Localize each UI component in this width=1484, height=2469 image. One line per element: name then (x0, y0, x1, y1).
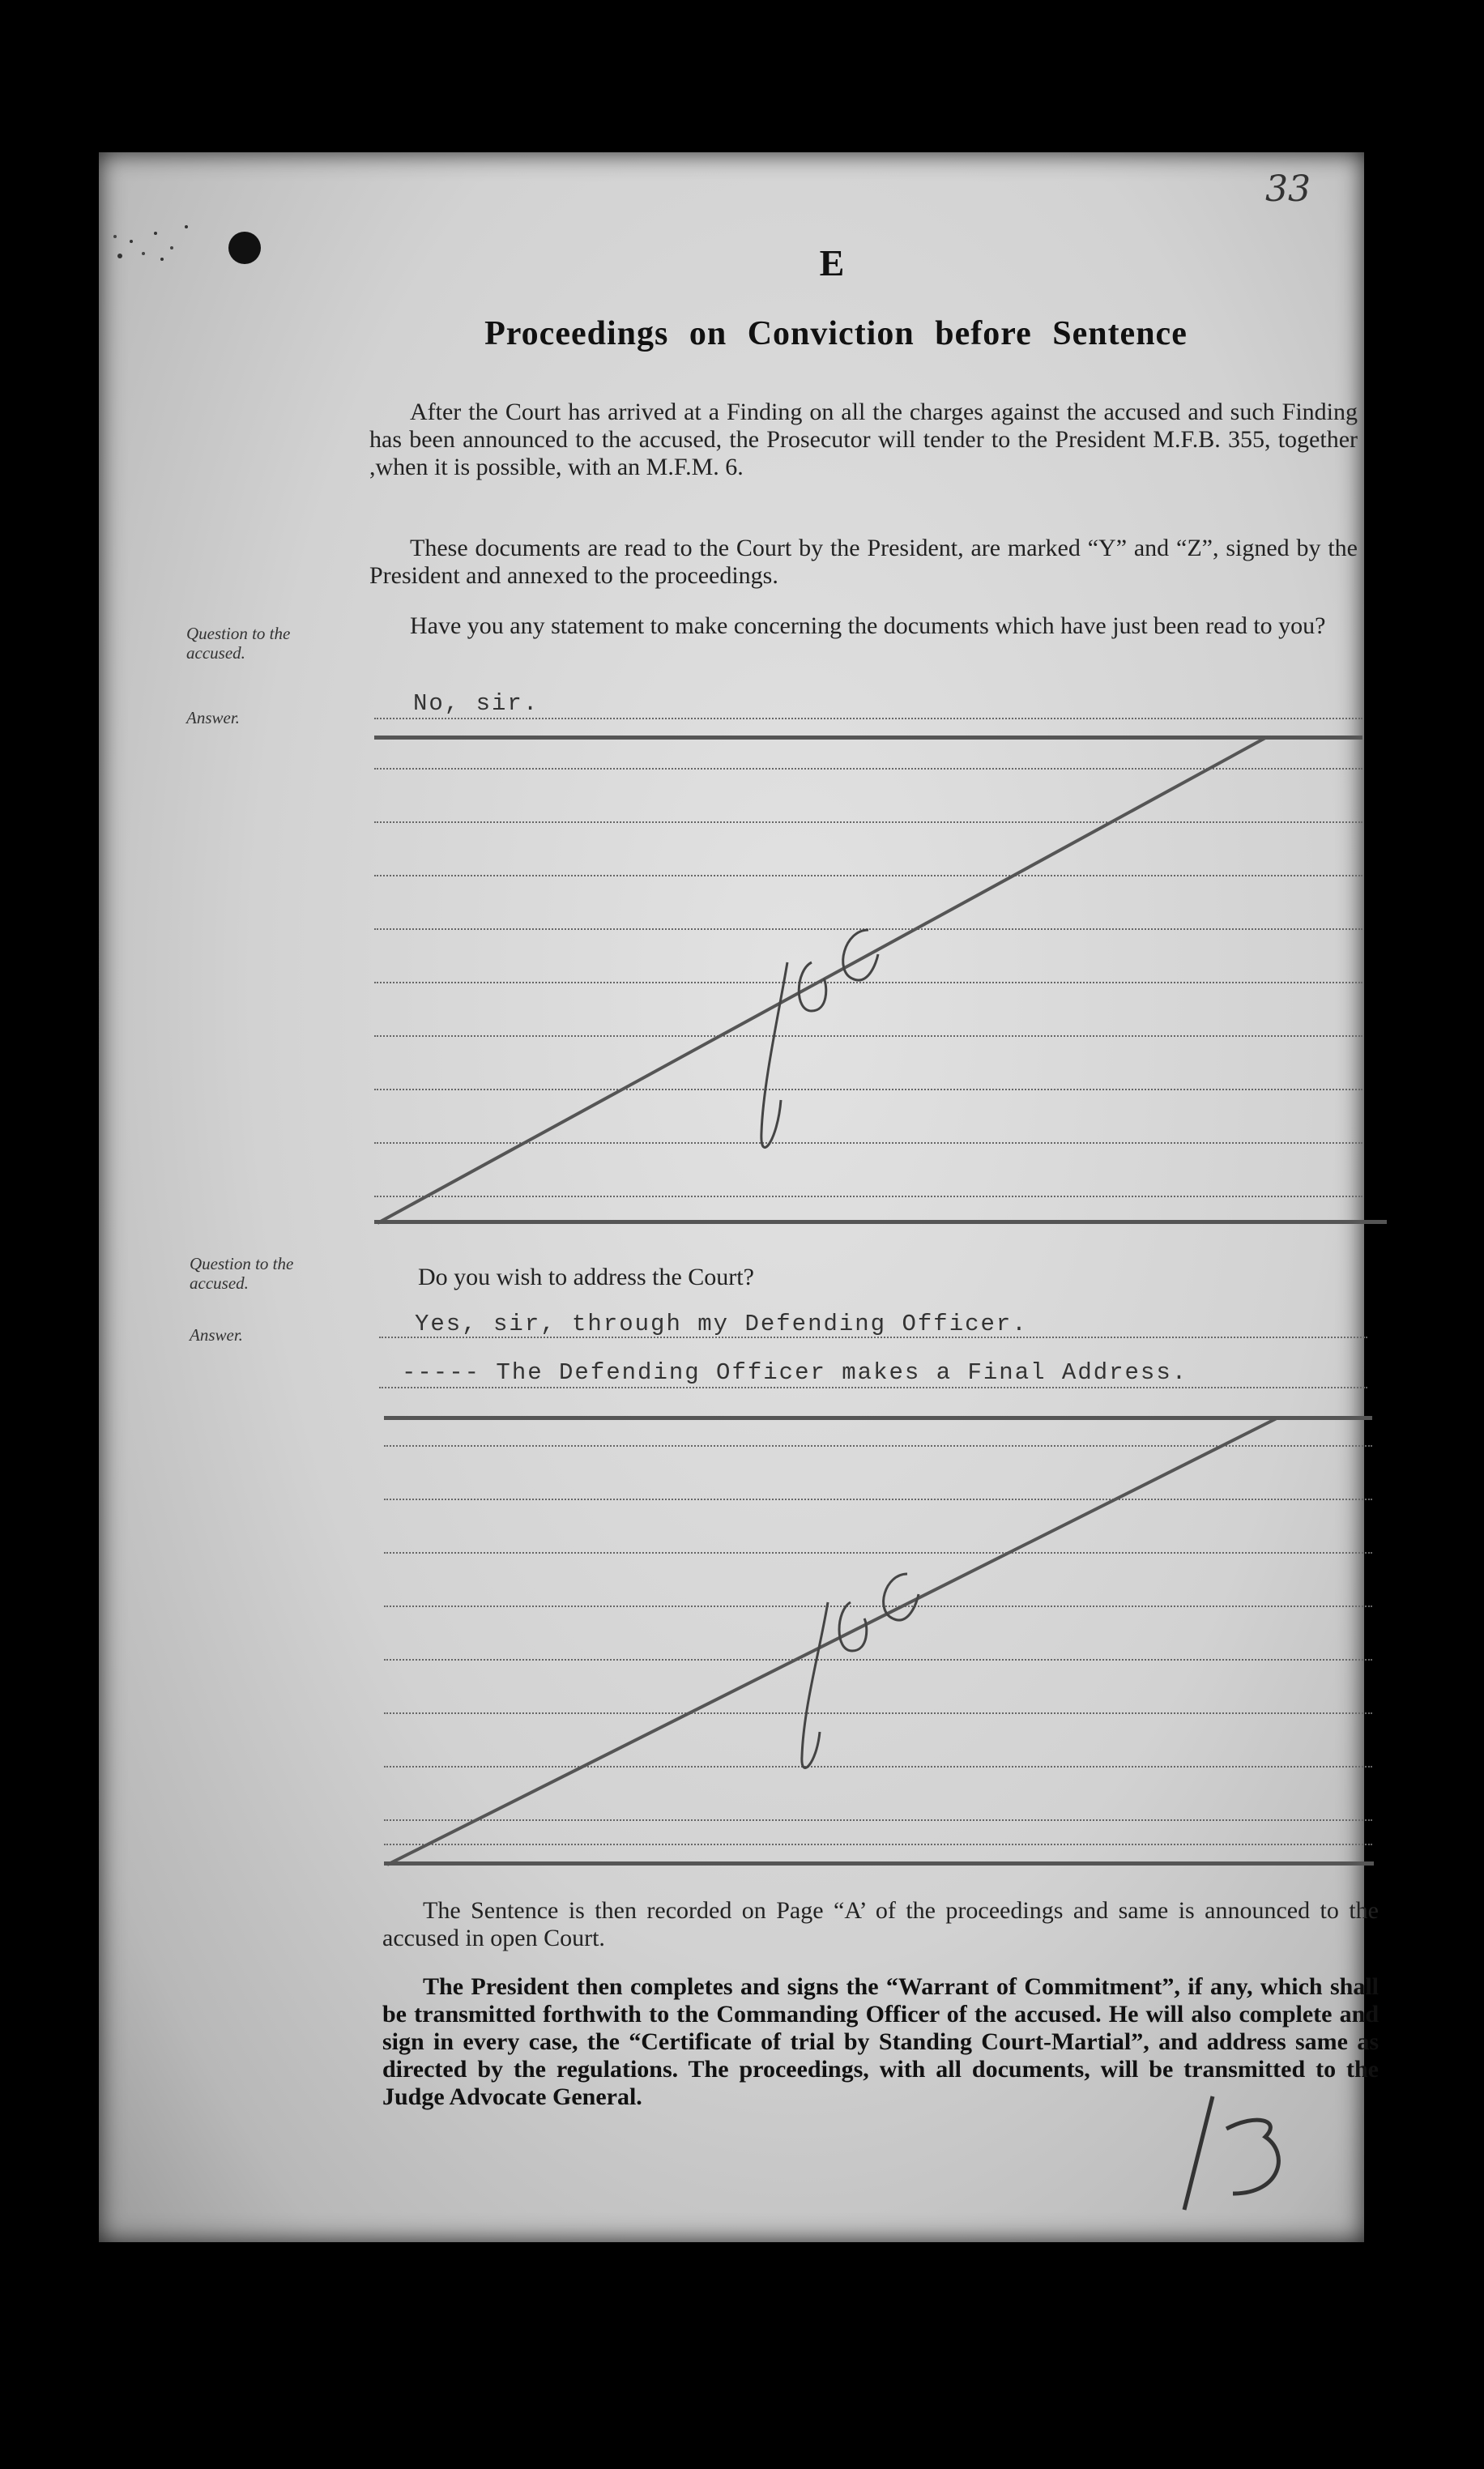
closing-paragraph-2: The President then completes and signs the “Warrant of Commitment”, if any, which shall be transmitted forthwith to the Commanding Officer of the accused. He will also complete and sign in every case, the “Certificate of trial by Standing Court-Martial”, and address same as directed by the regulations. The proceedings, with all documents, will be transmitted to the Judge Advocate General. (382, 1973, 1379, 2110)
diagonal-strike-1 (377, 738, 1265, 1223)
diagonal-strike-2 (387, 1418, 1278, 1865)
initials-signature-2 (802, 1574, 919, 1768)
question-2: Do you wish to address the Court? (418, 1264, 754, 1290)
section-letter: E (819, 242, 845, 284)
intro-paragraph-2: These documents are read to the Court by the President, are marked “Y” and “Z”, signed by the President and annexed to the proceedings. (369, 535, 1358, 589)
margin-answer-1: Answer. (186, 708, 240, 727)
margin-answer-2: Answer. (190, 1325, 243, 1345)
document-page (99, 152, 1379, 2242)
initials-signature-1 (761, 930, 878, 1148)
answer-2-typed: Yes, sir, through my Defending Officer. (415, 1311, 1028, 1337)
closing-paragraph-1: The Sentence is then recorded on Page “A’ of the proceedings and same is announced to the accused in open Court. (382, 1897, 1379, 1951)
question-1: Have you any statement to make concerning the documents which have just been read to you? (410, 612, 1326, 639)
note-typed: ----- The Defending Officer makes a Final Address. (402, 1359, 1188, 1386)
page-number: 33 (1265, 168, 1311, 210)
answer-1-typed: No, sir. (413, 690, 539, 717)
margin-question-1: Question to the accused. (186, 624, 291, 663)
intro-paragraph-1: After the Court has arrived at a Finding on all the charges against the accused and such Finding has been announced to the accused, the Prosecutor will tender to the President M.F.B. 355, together ,when it is possible, with an M.F.M. 6. (369, 399, 1358, 480)
folio-number-handwritten (1184, 2096, 1278, 2210)
page-title: Proceedings on Conviction before Sentence (484, 315, 1188, 352)
margin-question-2: Question to the accused. (190, 1254, 294, 1293)
